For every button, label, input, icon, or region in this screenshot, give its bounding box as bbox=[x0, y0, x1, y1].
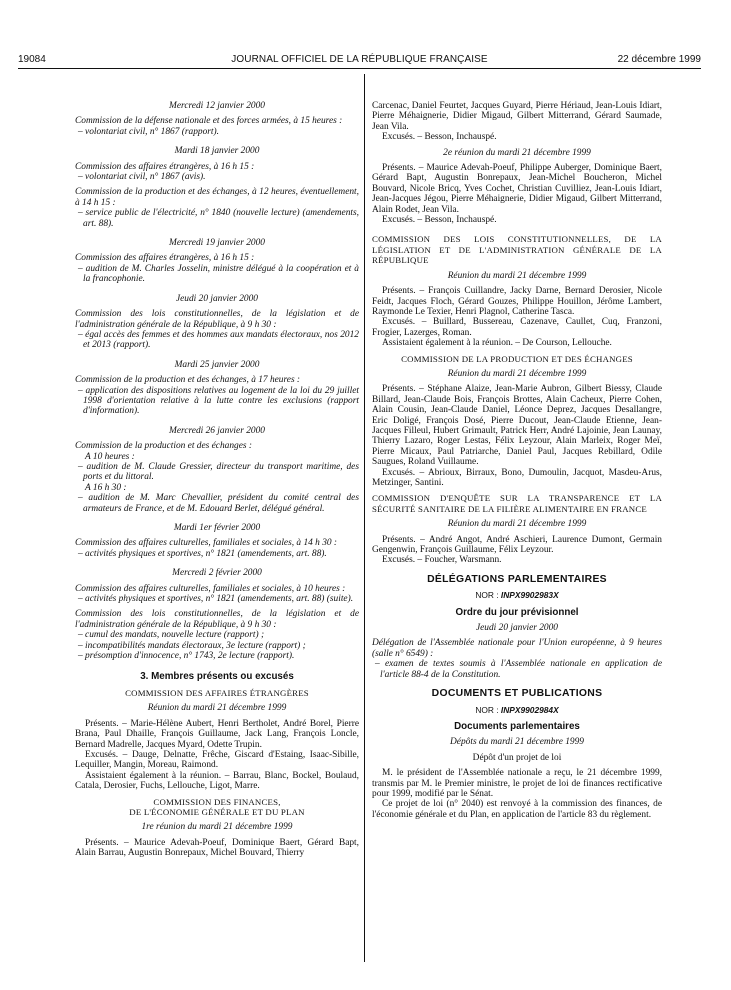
agenda-item: – activités physiques et sportives, n° 1821 (amendements, art. 88) (suite). bbox=[78, 594, 354, 605]
date-heading: Mardi 1er février 2000 bbox=[173, 523, 261, 533]
agenda-item: – activités physiques et sportives, n° 1821 (amendements, art. 88). bbox=[78, 548, 327, 559]
present-list: Carcenac, Daniel Feurtet, Jacques Guyard, Pierre Hériaud, Jean-Louis Idiart, Pierre Méhaignerie, Didier Migaud, Gilbert Mitterrand, Gérard Saumade, Jean Vila. bbox=[372, 101, 662, 132]
agenda-item: – incompatibilités mandats électoraux, 3e lecture (rapport) ; bbox=[78, 640, 306, 651]
excused-list: Excusés. – Buillard, Bussereau, Cazenave, Caullet, Cuq, Franzoni, Frogier, Lazerges, Roman. bbox=[372, 317, 662, 338]
date-heading: Mardi 25 janvier 2000 bbox=[174, 359, 260, 370]
commission-entry: Commission des affaires étrangères, à 16 h 15 : bbox=[75, 161, 255, 172]
commission-title: COMMISSION DE LA PRODUCTION ET DES ÉCHANGES bbox=[401, 353, 633, 364]
agenda-item: – application des dispositions relatives au logement de la loi du 29 juillet 1998 d'orientation relative à la lutte contre les exclusions (rapport d'information). bbox=[78, 385, 359, 417]
left-column bbox=[75, 101, 359, 859]
nor-code: INPX9902984X bbox=[500, 704, 559, 715]
nor-reference bbox=[372, 705, 662, 715]
present-list: Présents. – André Angot, André Aschieri, Laurence Dumont, Germain Gengenwin, François Guillaume, Félix Leyzour. bbox=[372, 534, 662, 556]
date-heading: Jeudi 20 janvier 2000 bbox=[175, 293, 258, 304]
present-list: Présents. – François Cuillandre, Jacky Darne, Bernard Derosier, Nicole Feidt, Jacques Floch, Gérard Gouzes, Philippe Houillon, Jérôme Lambert, Raymonde Le Texier, Henri Plagnol, Catherine Tasca. bbox=[372, 286, 662, 317]
commission-entry: Commission des affaires étrangères, à 16 h 15 : bbox=[75, 253, 255, 264]
commission-title: COMMISSION D'ENQUÊTE SUR LA TRANSPARENCE ET LA SÉCURITÉ SANITAIRE DE LA FILIÈRE ALIMENTAIRE EN FRANCE bbox=[372, 493, 662, 514]
commission-entry: Commission de la défense nationale et des forces armées, à 15 heures : bbox=[75, 116, 343, 127]
nor-label: NOR : bbox=[475, 590, 501, 601]
meeting-heading: Réunion du mardi 21 décembre 1999 bbox=[447, 270, 587, 281]
present-list: Présents. – Maurice Adevah-Poeuf, Dominique Baert, Gérard Bapt, Alain Barrau, Augustin Bonrepaux, Michel Bouvard, Thierry bbox=[75, 837, 359, 859]
page-number: 19084 bbox=[18, 54, 46, 65]
meeting-heading: 2e réunion du mardi 21 décembre 1999 bbox=[443, 147, 591, 158]
agenda-item: – cumul des mandats, nouvelle lecture (rapport) ; bbox=[78, 630, 265, 641]
journal-title: JOURNAL OFFICIEL DE LA RÉPUBLIQUE FRANÇAISE bbox=[231, 54, 488, 65]
date-heading: Mercredi 2 février 2000 bbox=[172, 568, 262, 579]
agenda-item: – égal accès des femmes et des hommes aux mandats électoraux, nos 2012 et 2013 (rapport). bbox=[78, 329, 359, 351]
right-column bbox=[372, 101, 662, 820]
page-header bbox=[18, 54, 701, 68]
agenda-item: – audition de M. Marc Chevallier, président du comité central des armateurs de France, et de M. Edouard Berlet, délégué général. bbox=[78, 493, 359, 514]
subsection-heading: Ordre du jour prévisionnel bbox=[455, 606, 579, 618]
nor-label: NOR : bbox=[475, 704, 501, 715]
commission-title: DE L'ÉCONOMIE GÉNÉRALE ET DU PLAN bbox=[129, 806, 305, 817]
attending-list: Assistaient également à la réunion. – De Courson, Lellouche. bbox=[382, 338, 612, 349]
commission-title: COMMISSION DES LOIS CONSTITUTIONNELLES, DE LA LÉGISLATION ET DE L'ADMINISTRATION GÉNÉRALE DE LA RÉPUBLIQUE bbox=[372, 234, 662, 266]
agenda-item: – audition de M. Charles Josselin, ministre délégué à la coopération et à la francophonie. bbox=[78, 263, 359, 285]
date-heading: Mercredi 19 janvier 2000 bbox=[169, 238, 265, 249]
agenda-item: – volontariat civil, n° 1867 (rapport). bbox=[78, 126, 219, 137]
nor-reference bbox=[372, 590, 662, 600]
column-divider bbox=[364, 74, 365, 962]
deposit-heading: Dépôt d'un projet de loi bbox=[472, 752, 562, 763]
date-heading: Mercredi 26 janvier 2000 bbox=[169, 425, 265, 436]
commission-entry: Commission des lois constitutionnelles, de la législation et de l'administration générale de la République, à 9 h 30 : bbox=[75, 309, 359, 330]
date-heading: Mercredi 12 janvier 2000 bbox=[169, 101, 265, 111]
commission-entry: Commission des lois constitutionnelles, de la législation et de l'administration générale de la République, à 9 h 30 : bbox=[75, 609, 359, 630]
commission-title: COMMISSION DES AFFAIRES ÉTRANGÈRES bbox=[125, 687, 309, 698]
agenda-item: – service public de l'électricité, n° 1840 (nouvelle lecture) (amendements, art. 88). bbox=[78, 208, 359, 229]
body-paragraph: M. le président de l'Assemblée nationale a reçu, le 21 décembre 1999, transmis par M. le Premier ministre, le projet de loi de finances rectificative pour 1999, modifié par le Sénat. bbox=[372, 768, 662, 799]
commission-entry: Commission des affaires culturelles, familiales et sociales, à 10 heures : bbox=[75, 583, 346, 594]
body-paragraph: Ce projet de loi (n° 2040) est renvoyé à la commission des finances, de l'économie générale et du Plan, en application de l'article 83 du règlement. bbox=[372, 799, 662, 820]
excused-list: Excusés. – Abrioux, Birraux, Bono, Dumoulin, Jacquot, Masdeu-Arus, Metzinger, Santini. bbox=[372, 467, 662, 488]
present-list: Présents. – Stéphane Alaize, Jean-Marie Aubron, Gilbert Biessy, Claude Billard, Jean-Claude Bois, François Brottes, Alain Cacheux, Pierre Cohen, Alain Cousin, Jean-Claude Daniel, Léonce Deprez, Jacques Desallangre, Eric Doligé, François Dosé, Pierre Ducout, Jean-Claude Etienne, Jean-Jacques Filleul, Hubert Grimault, Patrick Herr, André Lajoinie, Jean Launay, Thierry Lazaro, Roger Lestas, Félix Leyzour, Alain Marleix, Roger Meï, Pierre Micaux, Paul Patriarche, Daniel Paul, Jacques Rebillard, Odile Saugues, Roland Vuillaume. bbox=[372, 384, 662, 468]
present-list: Présents. – Maurice Adevah-Poeuf, Philippe Auberger, Dominique Baert, Gérard Bapt, Augustin Bonrepaux, Jean-Michel Boucheron, Michel Bouvard, Nicole Bricq, Yves Cochet, Christian Cuvilliez, Jean-Louis Idiart, Jean-Jacques Jégou, Pierre Méhaignerie, Didier Migaud, Gilbert Mitterrand, Alain Rodet, Jean Vila. bbox=[372, 163, 662, 215]
meeting-heading: Réunion du mardi 21 décembre 1999 bbox=[447, 519, 587, 530]
agenda-item: – audition de M. Claude Gressier, directeur du transport maritime, des ports et du littoral. bbox=[78, 461, 359, 483]
attending-list: Assistaient également à la réunion. – Barrau, Blanc, Bockel, Boulaud, Catala, Derosier, Fuchs, Lellouche, Ligot, Marre. bbox=[75, 770, 359, 792]
commission-entry: Commission de la production et des échanges : bbox=[75, 441, 252, 452]
section-heading: DÉLÉGATIONS PARLEMENTAIRES bbox=[427, 573, 607, 585]
commission-title: COMMISSION DES FINANCES, bbox=[153, 796, 281, 807]
section-heading: 3. Membres présents ou excusés bbox=[140, 671, 294, 683]
nor-code: INPX9902983X bbox=[500, 590, 559, 601]
commission-entry: Délégation de l'Assemblée nationale pour l'Union européenne, à 9 heures (salle n° 6549) : bbox=[372, 638, 662, 659]
excused-list: Excusés. – Besson, Inchauspé. bbox=[382, 132, 497, 143]
commission-entry: Commission de la production et des échanges, à 17 heures : bbox=[75, 375, 301, 386]
present-list: Présents. – Marie-Hélène Aubert, Henri Bertholet, André Borel, Pierre Brana, Paul Dhaille, François Guillaume, Jack Lang, François Loncle, Bernard Madrelle, Jacques Myard, Odette Trupin. bbox=[75, 718, 359, 750]
header-rule bbox=[18, 68, 701, 69]
excused-list: Excusés. – Besson, Inchauspé. bbox=[382, 215, 497, 226]
date-heading: Mardi 18 janvier 2000 bbox=[174, 146, 260, 157]
meeting-heading: Réunion du mardi 21 décembre 1999 bbox=[447, 368, 587, 379]
date-heading: Jeudi 20 janvier 2000 bbox=[475, 623, 558, 634]
section-heading: DOCUMENTS ET PUBLICATIONS bbox=[431, 688, 603, 700]
meeting-heading: 1re réunion du mardi 21 décembre 1999 bbox=[141, 822, 293, 833]
agenda-item: – examen de textes soumis à l'Assemblée nationale en application de l'article 88-4 de la Constitution. bbox=[375, 659, 662, 680]
excused-list: Excusés. – Foucher, Warsmann. bbox=[382, 555, 502, 566]
time-slot: A 16 h 30 : bbox=[85, 482, 127, 493]
issue-date: 22 décembre 1999 bbox=[617, 54, 701, 65]
agenda-item: – volontariat civil, n° 1867 (avis). bbox=[78, 172, 206, 183]
excused-list: Excusés. – Dauge, Delnatte, Frêche, Giscard d'Estaing, Isaac-Sibille, Lequiller, Mangin, Moreau, Raimond. bbox=[75, 749, 359, 771]
commission-entry: Commission de la production et des échanges, à 12 heures, éventuellement, à 14 h 15 : bbox=[75, 187, 359, 208]
subsection-heading: Documents parlementaires bbox=[454, 720, 580, 732]
agenda-item: – présomption d'innocence, n° 1743, 2e lecture (rapport). bbox=[78, 651, 295, 662]
commission-entry: Commission des affaires culturelles, familiales et sociales, à 14 h 30 : bbox=[75, 538, 338, 549]
meeting-heading: Réunion du mardi 21 décembre 1999 bbox=[147, 703, 287, 714]
date-heading: Dépôts du mardi 21 décembre 1999 bbox=[450, 737, 584, 748]
time-slot: A 10 heures : bbox=[85, 451, 135, 462]
